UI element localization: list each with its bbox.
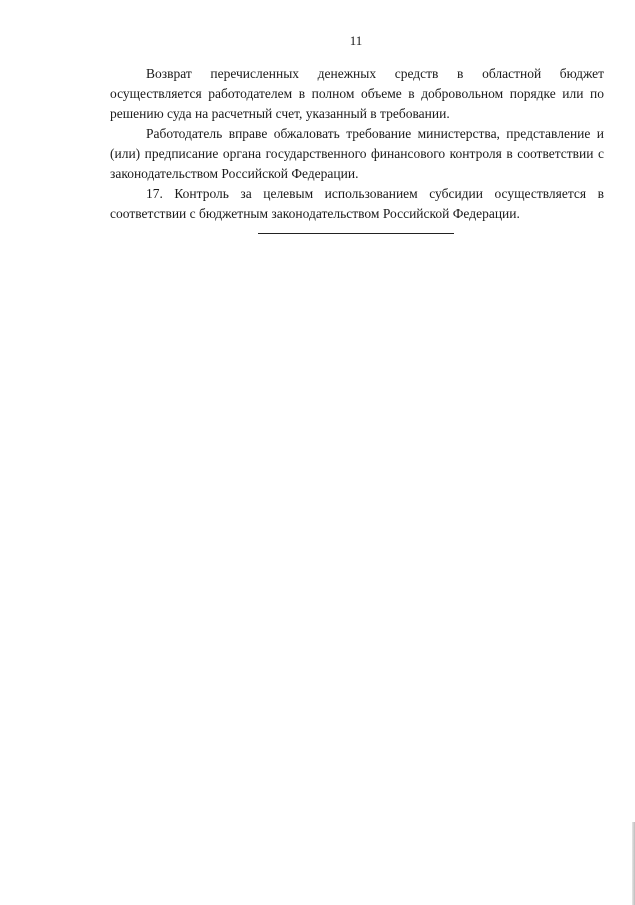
paragraph-appeal-right: Работодатель вправе обжаловать требование министерства, представление и (или) предписание органа государственного финансового контроля в соответствии с законодательством Российской Федерации. xyxy=(110,126,604,181)
end-of-document-rule xyxy=(258,233,454,234)
page-number: 11 xyxy=(349,33,363,48)
document-body xyxy=(110,64,604,224)
paragraph-control-clause: 17. Контроль за целевым использованием субсидии осуществляется в соответствии с бюджетным законодательством Российской Федерации. xyxy=(110,186,604,221)
paragraph-refund-procedure: Возврат перечисленных денежных средств в областной бюджет осуществляется работодателем в полном объеме в добровольном порядке или по решению суда на расчетный счет, указанный в требовании. xyxy=(110,66,604,121)
